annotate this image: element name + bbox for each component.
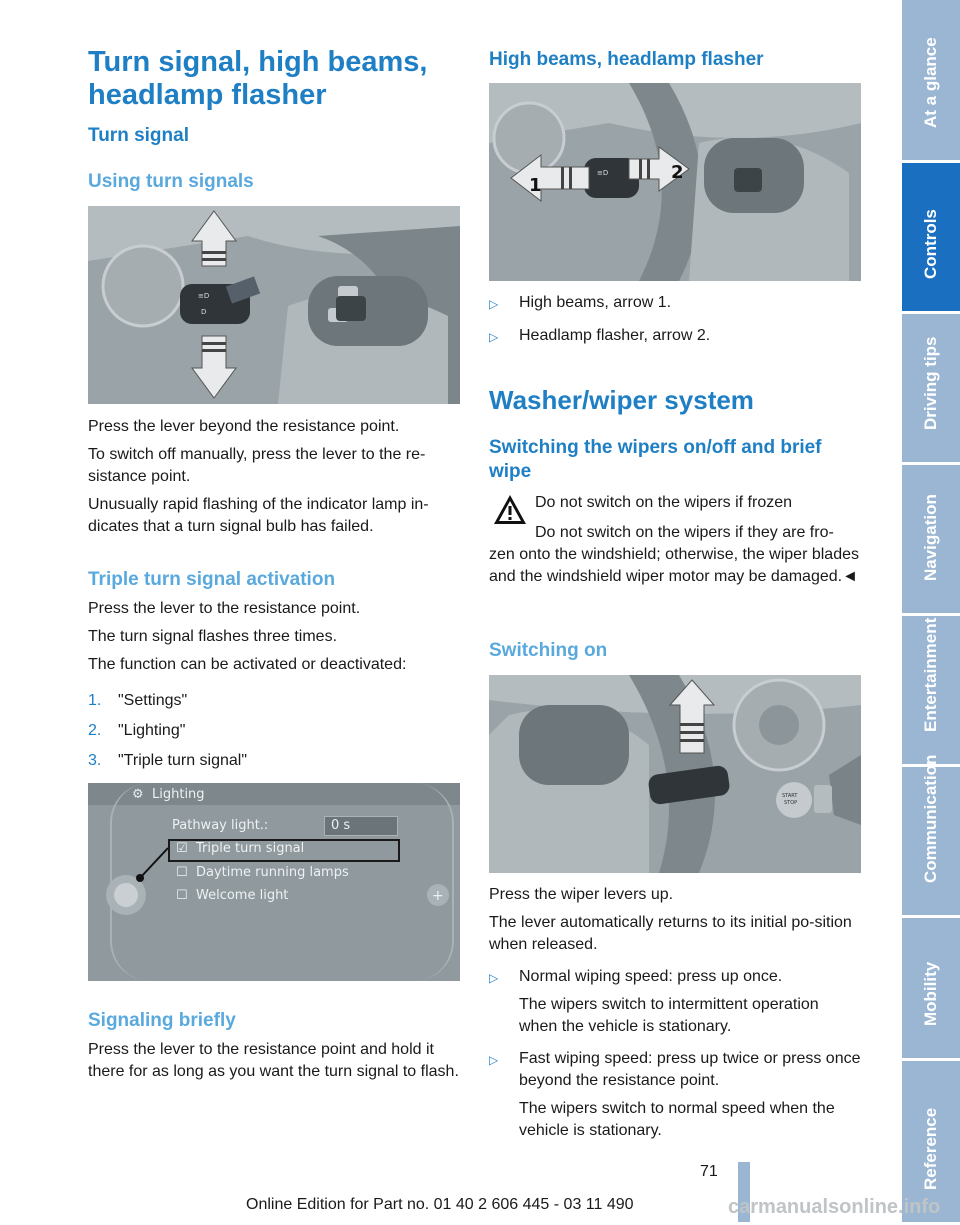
tab-communication[interactable]: Communication [902, 767, 960, 918]
checkbox-icon: ☐ [176, 865, 188, 880]
step-2: 2. "Lighting" [88, 722, 186, 739]
menu-title: Lighting [152, 787, 205, 802]
switching-on-para-1: Press the wiper levers up. [489, 886, 674, 903]
warning-icon [492, 492, 528, 533]
triple-para-3: The function can be activated or deactivated: [88, 656, 407, 673]
edition-footer: Online Edition for Part no. 01 40 2 606 445 - 03 11 490 [246, 1196, 634, 1213]
menu-item-daytime: Daytime running lamps [196, 865, 349, 880]
turn-signal-heading: Turn signal [88, 125, 189, 146]
step-3: 3. "Triple turn signal" [88, 752, 248, 769]
turn-signal-lever-image [88, 206, 460, 404]
pathway-light-label: Pathway light.: [172, 818, 269, 833]
checkbox-icon: ☐ [176, 888, 188, 903]
menu-item-triple: Triple turn signal [196, 841, 305, 856]
step-1: 1. "Settings" [88, 692, 188, 709]
settings-gear-icon: ⚙ [132, 787, 144, 802]
page-number: 71 [700, 1163, 718, 1180]
switching-on-heading: Switching on [489, 640, 608, 661]
tab-controls[interactable]: Controls [902, 163, 960, 314]
triple-turn-signal-heading: Triple turn signal activation [88, 569, 336, 590]
bullet-triangle-icon: ▷ [489, 330, 499, 344]
switching-on-para-2: The lever automatically returns to its initial po-sition when released. [489, 914, 852, 953]
using-para-2: To switch off manually, press the lever to the re-sistance point. [88, 446, 426, 485]
callout-1: 1 [529, 175, 542, 196]
signaling-briefly-para: Press the lever to the resistance point and hold it there for as long as you want the turn signal to flash. [88, 1041, 459, 1080]
fast-speed-bullet: ▷ Fast wiping speed: press up twice or press once beyond the resistance point. The wipers switch to normal speed when the vehicle is stationary. [489, 1048, 861, 1142]
high-beams-lever-image [489, 83, 861, 281]
using-para-3: Unusually rapid flashing of the indicator lamp in-dicates that a turn signal bulb has failed. [88, 496, 429, 535]
signaling-briefly-heading: Signaling briefly [88, 1010, 236, 1031]
bullet-triangle-icon: ▷ [489, 297, 499, 311]
warning-text-rest: zen onto the windshield; otherwise, the wiper blades and the windshield wiper motor may be damaged.◄ [489, 546, 859, 585]
page-title: Turn signal, high beams, headlamp flasher [88, 46, 428, 111]
normal-speed-bullet: ▷ Normal wiping speed: press up once. The wipers switch to intermittent operation when the vehicle is stationary. [489, 966, 861, 1038]
svg-text:≡D: ≡D [597, 169, 609, 177]
tab-at-a-glance[interactable]: At a glance [902, 0, 960, 163]
using-para-1: Press the lever beyond the resistance point. [88, 418, 400, 435]
svg-text:+: + [432, 888, 444, 904]
svg-text:STOP: STOP [784, 800, 798, 806]
tab-reference[interactable]: Reference [902, 1061, 960, 1225]
svg-text:D: D [201, 308, 207, 316]
warning-text-first: Do not switch on the wipers if they are fro- [535, 524, 834, 541]
using-turn-signals-heading: Using turn signals [88, 171, 254, 192]
washer-wiper-title: Washer/wiper system [489, 385, 754, 415]
wiper-lever-image [489, 675, 861, 873]
tab-driving-tips[interactable]: Driving tips [902, 314, 960, 465]
watermark: carmanualsonline.info [728, 1196, 941, 1218]
bullet-triangle-icon: ▷ [489, 1053, 499, 1067]
high-beams-heading: High beams, headlamp flasher [489, 49, 764, 70]
triple-para-2: The turn signal flashes three times. [88, 628, 338, 645]
headlamp-flasher-bullet: ▷ Headlamp flasher, arrow 2. [489, 325, 861, 348]
pathway-light-value: 0 s [331, 818, 351, 833]
tab-mobility[interactable]: Mobility [902, 918, 960, 1061]
bullet-triangle-icon: ▷ [489, 971, 499, 985]
tab-navigation[interactable]: Navigation [902, 465, 960, 616]
svg-text:START: START [782, 793, 798, 799]
tab-entertainment[interactable]: Entertainment [902, 616, 960, 767]
menu-item-welcome: Welcome light [196, 888, 289, 903]
switching-wipers-heading: Switching the wipers on/off and brief wipe [489, 437, 822, 482]
lighting-menu-screenshot [88, 783, 460, 981]
warning-title: Do not switch on the wipers if frozen [535, 494, 793, 511]
high-beams-bullet: ▷ High beams, arrow 1. [489, 292, 861, 315]
checkbox-checked-icon: ☑ [176, 841, 188, 856]
triple-para-1: Press the lever to the resistance point. [88, 600, 361, 617]
svg-text:≡D: ≡D [198, 292, 210, 300]
callout-2: 2 [671, 162, 684, 183]
